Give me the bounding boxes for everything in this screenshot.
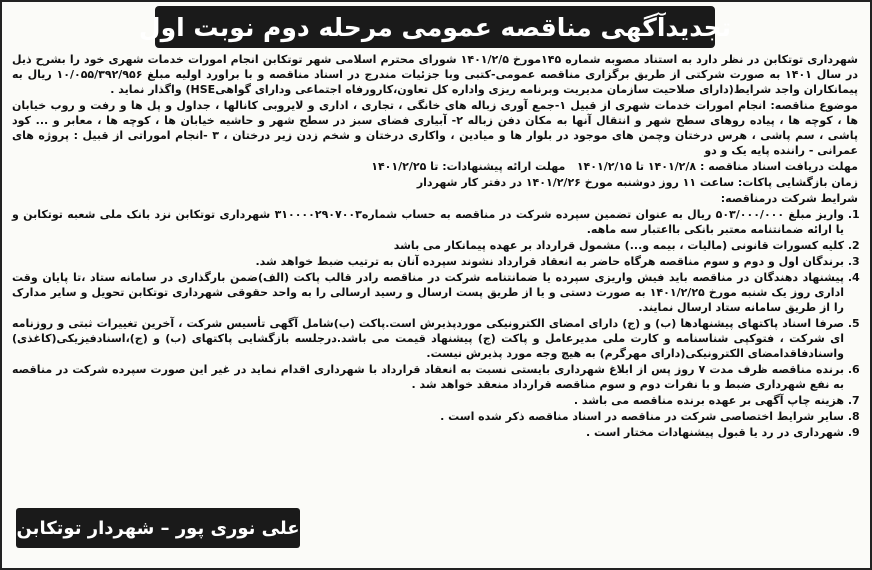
subject-paragraph bbox=[12, 98, 858, 158]
condition-item: 3. برندگان اول و دوم و سوم مناقصه هرگاه حاضر به انعقاد قرارداد نشوند سپرده آنان به ترتیب ضبط خواهد شد. bbox=[12, 254, 844, 269]
notice-title-banner bbox=[138, 6, 732, 48]
receive-deadline-label: مهلت دریافت اسناد مناقصه : bbox=[699, 160, 858, 173]
signature-text: علی نوری پور – شهردار توتکابن bbox=[16, 517, 300, 539]
intro-paragraph bbox=[12, 52, 858, 97]
opening-value: ساعت ۱۱ روز دوشنبه مورخ ۱۴۰۱/۲/۲۶ در دفتر کار شهردار bbox=[416, 176, 735, 189]
signature-box bbox=[16, 508, 300, 548]
intro-text: در نظر دارد به استناد مصوبه شماره ۱۴۵مورخ ۱۴۰۱/۲/۵ شورای محترم اسلامی شهر توتکابن انجام امورات خدمات شهری خود را بشرح ذیل در سال ۱۴۰۱ به صورت شرکتی از طریق برگزاری مناقصه عمومی-کتبی وبا جزئیات مندرج در اسناد مناقصه و با براورد اولیه مبلغ ۱۰/۰۵۵/۳۹۲/۹۵۶ ریال به پیمانکاران واجد شرایط(دارای صلاحیت سازمان مدیریت وبرنامه ریزی واداره کل تعاون،کارورفاه اجتماعی ودارای گواهیHSE) واگذار نماید . bbox=[12, 53, 858, 96]
conditions-heading bbox=[12, 191, 858, 206]
subject-label: موضوع مناقصه: bbox=[770, 99, 858, 112]
condition-item: 1. واریز مبلغ ۵۰۳/۰۰۰/۰۰۰ ریال به عنوان تضمین سپرده شرکت در مناقصه به حساب شماره۳۱۰۰۰۰۲۹۰۷۰۰۳ شهرداری توتکابن نزد بانک ملی شعبه توتکابن و یا ارائه ضمانتنامه معتبر بانکی بااعتبار سه ماهه. bbox=[12, 207, 844, 237]
opening-label: زمان بازگشایی پاکات: bbox=[737, 176, 858, 189]
notice-title: تجدیدآگهی مناقصه عمومی مرحله دوم نوبت اول bbox=[138, 12, 732, 42]
submit-deadline-label: مهلت ارائه پیشنهادات: bbox=[442, 160, 566, 173]
conditions-label: شرایط شرکت درمناقصه: bbox=[720, 192, 858, 205]
condition-item: 5. صرفا اسناد پاکتهای پیشنهادها (ب) و (ج) دارای امضای الکترونیکی موردپذیرش است.پاکت (ب)شامل آگهی تأسیس شرکت ، آخرین تغییرات ثبتی و روزنامه ای شرکت ، فتوکپی شناسنامه و کارت ملی مدیرعامل و پاکت (ج) پیشنهاد قیمت می باشد.درجلسه بازگشایی پاکتهای (ب) و (ج)،اسنادفیزیکی(کاغذی) واسنادفاقدامضای الکترونیکی(دارای مهرگرم) به هیچ وجه مورد پذیرش نیست. bbox=[12, 316, 844, 361]
org-name: شهرداری توتکابن bbox=[763, 53, 859, 66]
condition-item: 9. شهرداری در رد یا قبول پیشنهادات مختار است . bbox=[312, 425, 844, 440]
condition-item: 8. سایر شرایط اختصاصی شرکت در مناقصه در اسناد مناقصه ذکر شده است . bbox=[312, 409, 844, 424]
condition-item: 2. کلیه کسورات قانونی (مالیات ، بیمه و...) مشمول قرارداد بر عهده پیمانکار می باشد bbox=[12, 238, 844, 253]
opening-row bbox=[12, 175, 858, 190]
receive-deadline-value: ۱۴۰۱/۲/۸ تا ۱۴۰۱/۲/۱۵ bbox=[576, 160, 697, 173]
subject-text: انجام امورات خدمات شهری از قبیل ۱-جمع آوری زباله های خانگی ، تجاری ، اداری و لایروبی کانالها ، جداول و پل ها و رفت و روب خیابان ها ، کوچه ها ، پیاده روهای سطح شهر و انتقال آنها به مکان دفن زباله ۲- آبیاری فضای سبز در سطح شهر و حاشیه خیابان ها ، کوچه ها ، معابر و ... کود پاشی ، سم پاشی ، هرس درختان وچمن های موجود در بلوار ها و میادین ، واکاری درختان و شخم زدن زیر درختان ، ۳ -انجام اموراتی از قبیل : پروژه های عمرانی - راننده پایه یک و دو bbox=[12, 99, 859, 157]
notice-body bbox=[12, 52, 858, 440]
condition-item: 6. برنده مناقصه ظرف مدت ۷ روز پس از ابلاغ شهرداری بایستی نسبت به انعقاد قرارداد با شهرداری اقدام نماید در غیر این صورت سپرده شرکت در مناقصه به نفع شهرداری ضبط و با نفرات دوم و سوم مناقصه قرارداد منعقد خواهد شد . bbox=[12, 362, 844, 392]
submit-deadline-value: تا ۱۴۰۱/۲/۲۵ bbox=[371, 160, 439, 173]
condition-item: 4. پیشنهاد دهندگان در مناقصه باید فیش واریزی سپرده یا ضمانتنامه شرکت در مناقصه رادر قالب پاکت (الف)ضمن بارگذاری در سامانه ستاد ،تا پایان وقت اداری روز یک شنبه مورخ ۱۴۰۱/۲/۲۵ به صورت دستی و یا از طریق پست ارسال و رسید ارسالی را به واحد حقوقی شهرداری توتکابن تحویل و سایر مدارک را از طریق سامانه ستاد ارسال نمایند. bbox=[12, 270, 844, 315]
condition-item: 7. هزینه چاپ آگهی بر عهده برنده مناقصه می باشد . bbox=[312, 393, 844, 408]
deadline-row bbox=[12, 159, 858, 174]
conditions-list bbox=[12, 207, 858, 440]
